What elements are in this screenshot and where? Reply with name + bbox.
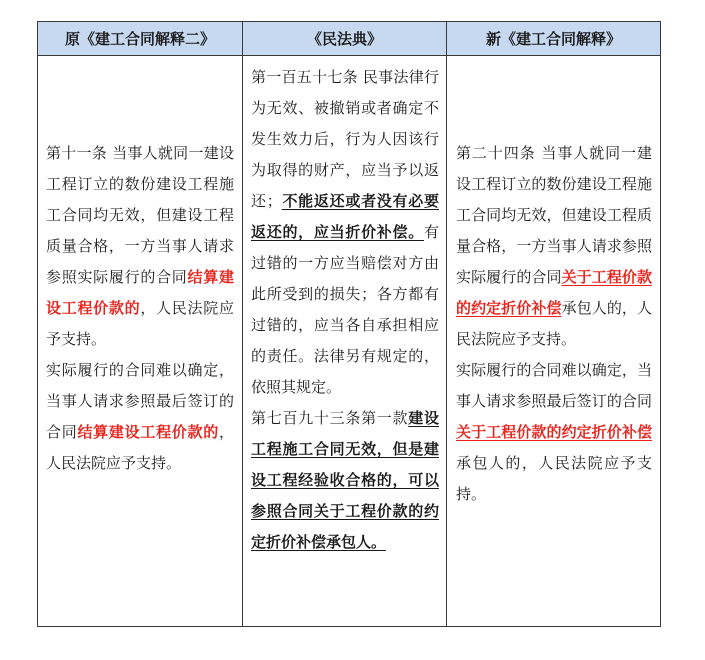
old-p1-highlight: 结算建设工程价款的 — [46, 268, 234, 317]
cell-civil-code — [243, 56, 447, 626]
code-p2-text: 第七百九十三条第一款 — [251, 409, 409, 427]
comparison-table — [37, 21, 661, 627]
old-p1-text: 第十一条 当事人就同一建设工程订立的数份建设工程施工合同均无效，但建设工程质量合格，一方当事人请求参照实际履行的合同 — [46, 144, 234, 286]
header-new-interpretation: 新《建工合同解释》 — [485, 30, 621, 48]
old-article-11-para1 — [46, 138, 234, 355]
code-p1-tail: 有过错的一方应当赔偿对方由此所受到的损失；各方都有过错的，应当各自承担相应的责任。法律另有规定的，依照其规定。 — [251, 223, 439, 396]
new-p2-tail: 承包人的，人民法院应予支持。 — [456, 454, 652, 503]
code-article-157 — [251, 62, 439, 403]
table-body-row — [38, 56, 660, 626]
header-civil-code: 《民法典》 — [243, 22, 447, 55]
new-p1-tail: 承包人的，人民法院应予支持。 — [456, 299, 652, 348]
old-p2-highlight: 结算建设工程价款的 — [77, 423, 219, 441]
old-p2-text: 实际履行的合同难以确定，当事人请求参照最后签订的合同 — [46, 361, 234, 441]
new-p1-highlight: 关于工程价款的约定折价补偿 — [456, 268, 652, 317]
code-p1-emphasis: 不能返还或者没有必要返还的，应当折价补偿。 — [251, 192, 439, 241]
old-p1-tail: ，人民法院应予支持。 — [46, 299, 234, 348]
cell-new-interpretation — [447, 56, 660, 626]
old-p2-tail: ，人民法院应予支持。 — [46, 423, 234, 472]
table-header-row — [38, 22, 660, 56]
code-p2-emphasis: 建设工程施工合同无效，但是建设工程经验收合格的，可以参照合同关于工程价款的约定折价补偿承包人。 — [251, 409, 439, 551]
cell-old-interpretation — [38, 56, 243, 626]
new-article-24-para2 — [456, 355, 652, 510]
header-old-interpretation: 原《建工合同解释二》 — [38, 22, 243, 55]
new-article-24-para1 — [456, 138, 652, 355]
old-article-11-para2 — [46, 355, 234, 479]
code-article-793 — [251, 403, 439, 558]
new-p2-text: 实际履行的合同难以确定，当事人请求参照最后签订的合同 — [456, 361, 652, 410]
new-p1-text: 第二十四条 当事人就同一建设工程订立的数份建设工程施工合同均无效，但建设工程质量合格，一方当事人请求参照实际履行的合同 — [456, 144, 652, 286]
new-p2-highlight: 关于工程价款的约定折价补偿 — [456, 423, 652, 441]
code-p1-text: 第一百五十七条 民事法律行为无效、被撤销或者确定不发生效力后，行为人因该行为取得的财产，应当予以返还； — [251, 68, 439, 210]
